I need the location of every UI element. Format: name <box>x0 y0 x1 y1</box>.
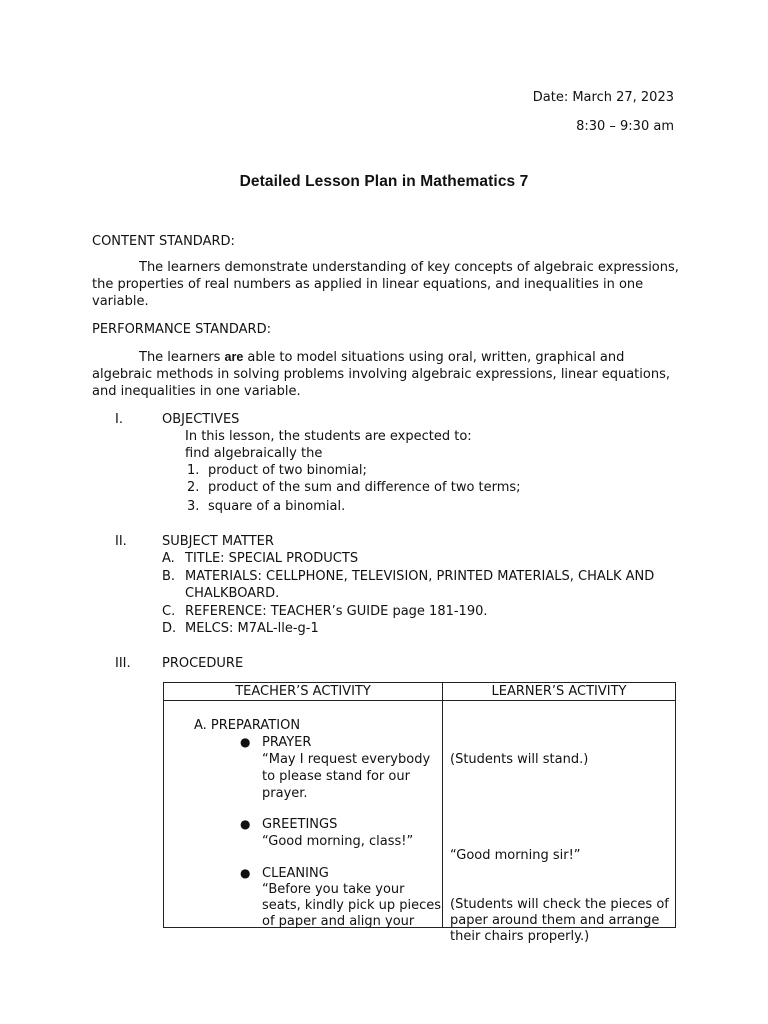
greetings-label: GREETINGS <box>262 817 338 832</box>
objectives-heading: OBJECTIVES <box>162 412 240 427</box>
objectives-intro: In this lesson, the students are expected to: <box>185 429 472 444</box>
cleaning-response-2: paper around them and arrange <box>450 913 660 928</box>
preparation-heading: A. PREPARATION <box>194 718 301 733</box>
prayer-response: (Students will stand.) <box>450 752 589 767</box>
cleaning-response-3: their chairs properly.) <box>450 929 590 944</box>
bullet-icon: ● <box>240 735 251 749</box>
cleaning-line-2: seats, kindly pick up pieces <box>262 898 442 913</box>
greetings-response: “Good morning sir!” <box>450 848 581 863</box>
greetings-line: “Good morning, class!” <box>262 834 414 849</box>
subject-b-text-cont: CHALKBOARD. <box>185 586 280 601</box>
bullet-icon: ● <box>240 817 251 831</box>
cleaning-label: CLEANING <box>262 866 329 881</box>
objective-2-num: 2. <box>187 480 200 495</box>
subject-a-text: TITLE: SPECIAL PRODUCTS <box>185 551 359 566</box>
objective-1-num: 1. <box>187 463 200 478</box>
content-standard-heading: CONTENT STANDARD: <box>92 234 235 249</box>
cleaning-response-1: (Students will check the pieces of <box>450 897 669 912</box>
learner-activity-cell <box>443 701 676 944</box>
performance-standard-heading: PERFORMANCE STANDARD: <box>92 322 271 337</box>
objective-3-text: square of a binomial. <box>208 499 346 514</box>
teacher-activity-header: TEACHER’S ACTIVITY <box>164 683 443 701</box>
objective-2-text: product of the sum and difference of two terms; <box>208 480 521 495</box>
performance-text-start: The learners <box>139 350 225 365</box>
subject-b-text: MATERIALS: CELLPHONE, TELEVISION, PRINTED MATERIALS, CHALK AND <box>185 569 655 584</box>
subject-b-letter: B. <box>162 569 176 584</box>
subject-d-letter: D. <box>162 621 177 636</box>
prayer-label: PRAYER <box>262 735 312 750</box>
cleaning-line-3: of paper and align your <box>262 914 415 929</box>
performance-text-bold: are <box>224 350 244 364</box>
performance-standard-text <box>92 349 682 400</box>
prayer-line-3: prayer. <box>262 786 308 801</box>
prayer-line-1: “May I request everybody <box>262 752 431 767</box>
date-line: Date: March 27, 2023 <box>532 90 674 105</box>
objectives-numeral: I. <box>115 412 123 427</box>
cleaning-line-1: “Before you take your <box>262 882 405 897</box>
performance-text-end: able to model situations using oral, written, graphical and algebraic methods in solving problems involving algebraic expressions, linear equations, and inequalities in one variable. <box>92 350 670 399</box>
procedure-table <box>163 682 676 944</box>
subject-d-text: MELCS: M7AL-lle-g-1 <box>185 621 319 636</box>
objectives-lead: find algebraically the <box>185 446 323 461</box>
subject-c-letter: C. <box>162 604 176 619</box>
subject-a-letter: A. <box>162 551 175 566</box>
procedure-numeral: III. <box>115 656 131 671</box>
content-standard-text: The learners demonstrate understanding of key concepts of algebraic expressions, the properties of real numbers as applied in linear equations, and inequalities in one variable. <box>92 260 679 309</box>
prayer-line-2: to please stand for our <box>262 769 410 784</box>
teacher-activity-cell <box>164 701 443 928</box>
subject-matter-heading: SUBJECT MATTER <box>162 534 274 549</box>
subject-matter-numeral: II. <box>115 534 127 549</box>
procedure-heading: PROCEDURE <box>162 656 244 671</box>
subject-c-text: REFERENCE: TEACHER’s GUIDE page 181-190. <box>185 604 488 619</box>
objective-1-text: product of two binomial; <box>208 463 367 478</box>
learner-activity-header: LEARNER’S ACTIVITY <box>443 683 676 701</box>
bullet-icon: ● <box>240 866 251 880</box>
time-line: 8:30 – 9:30 am <box>576 119 674 134</box>
document-title: Detailed Lesson Plan in Mathematics 7 <box>239 173 529 190</box>
objective-3-num: 3. <box>187 499 200 514</box>
